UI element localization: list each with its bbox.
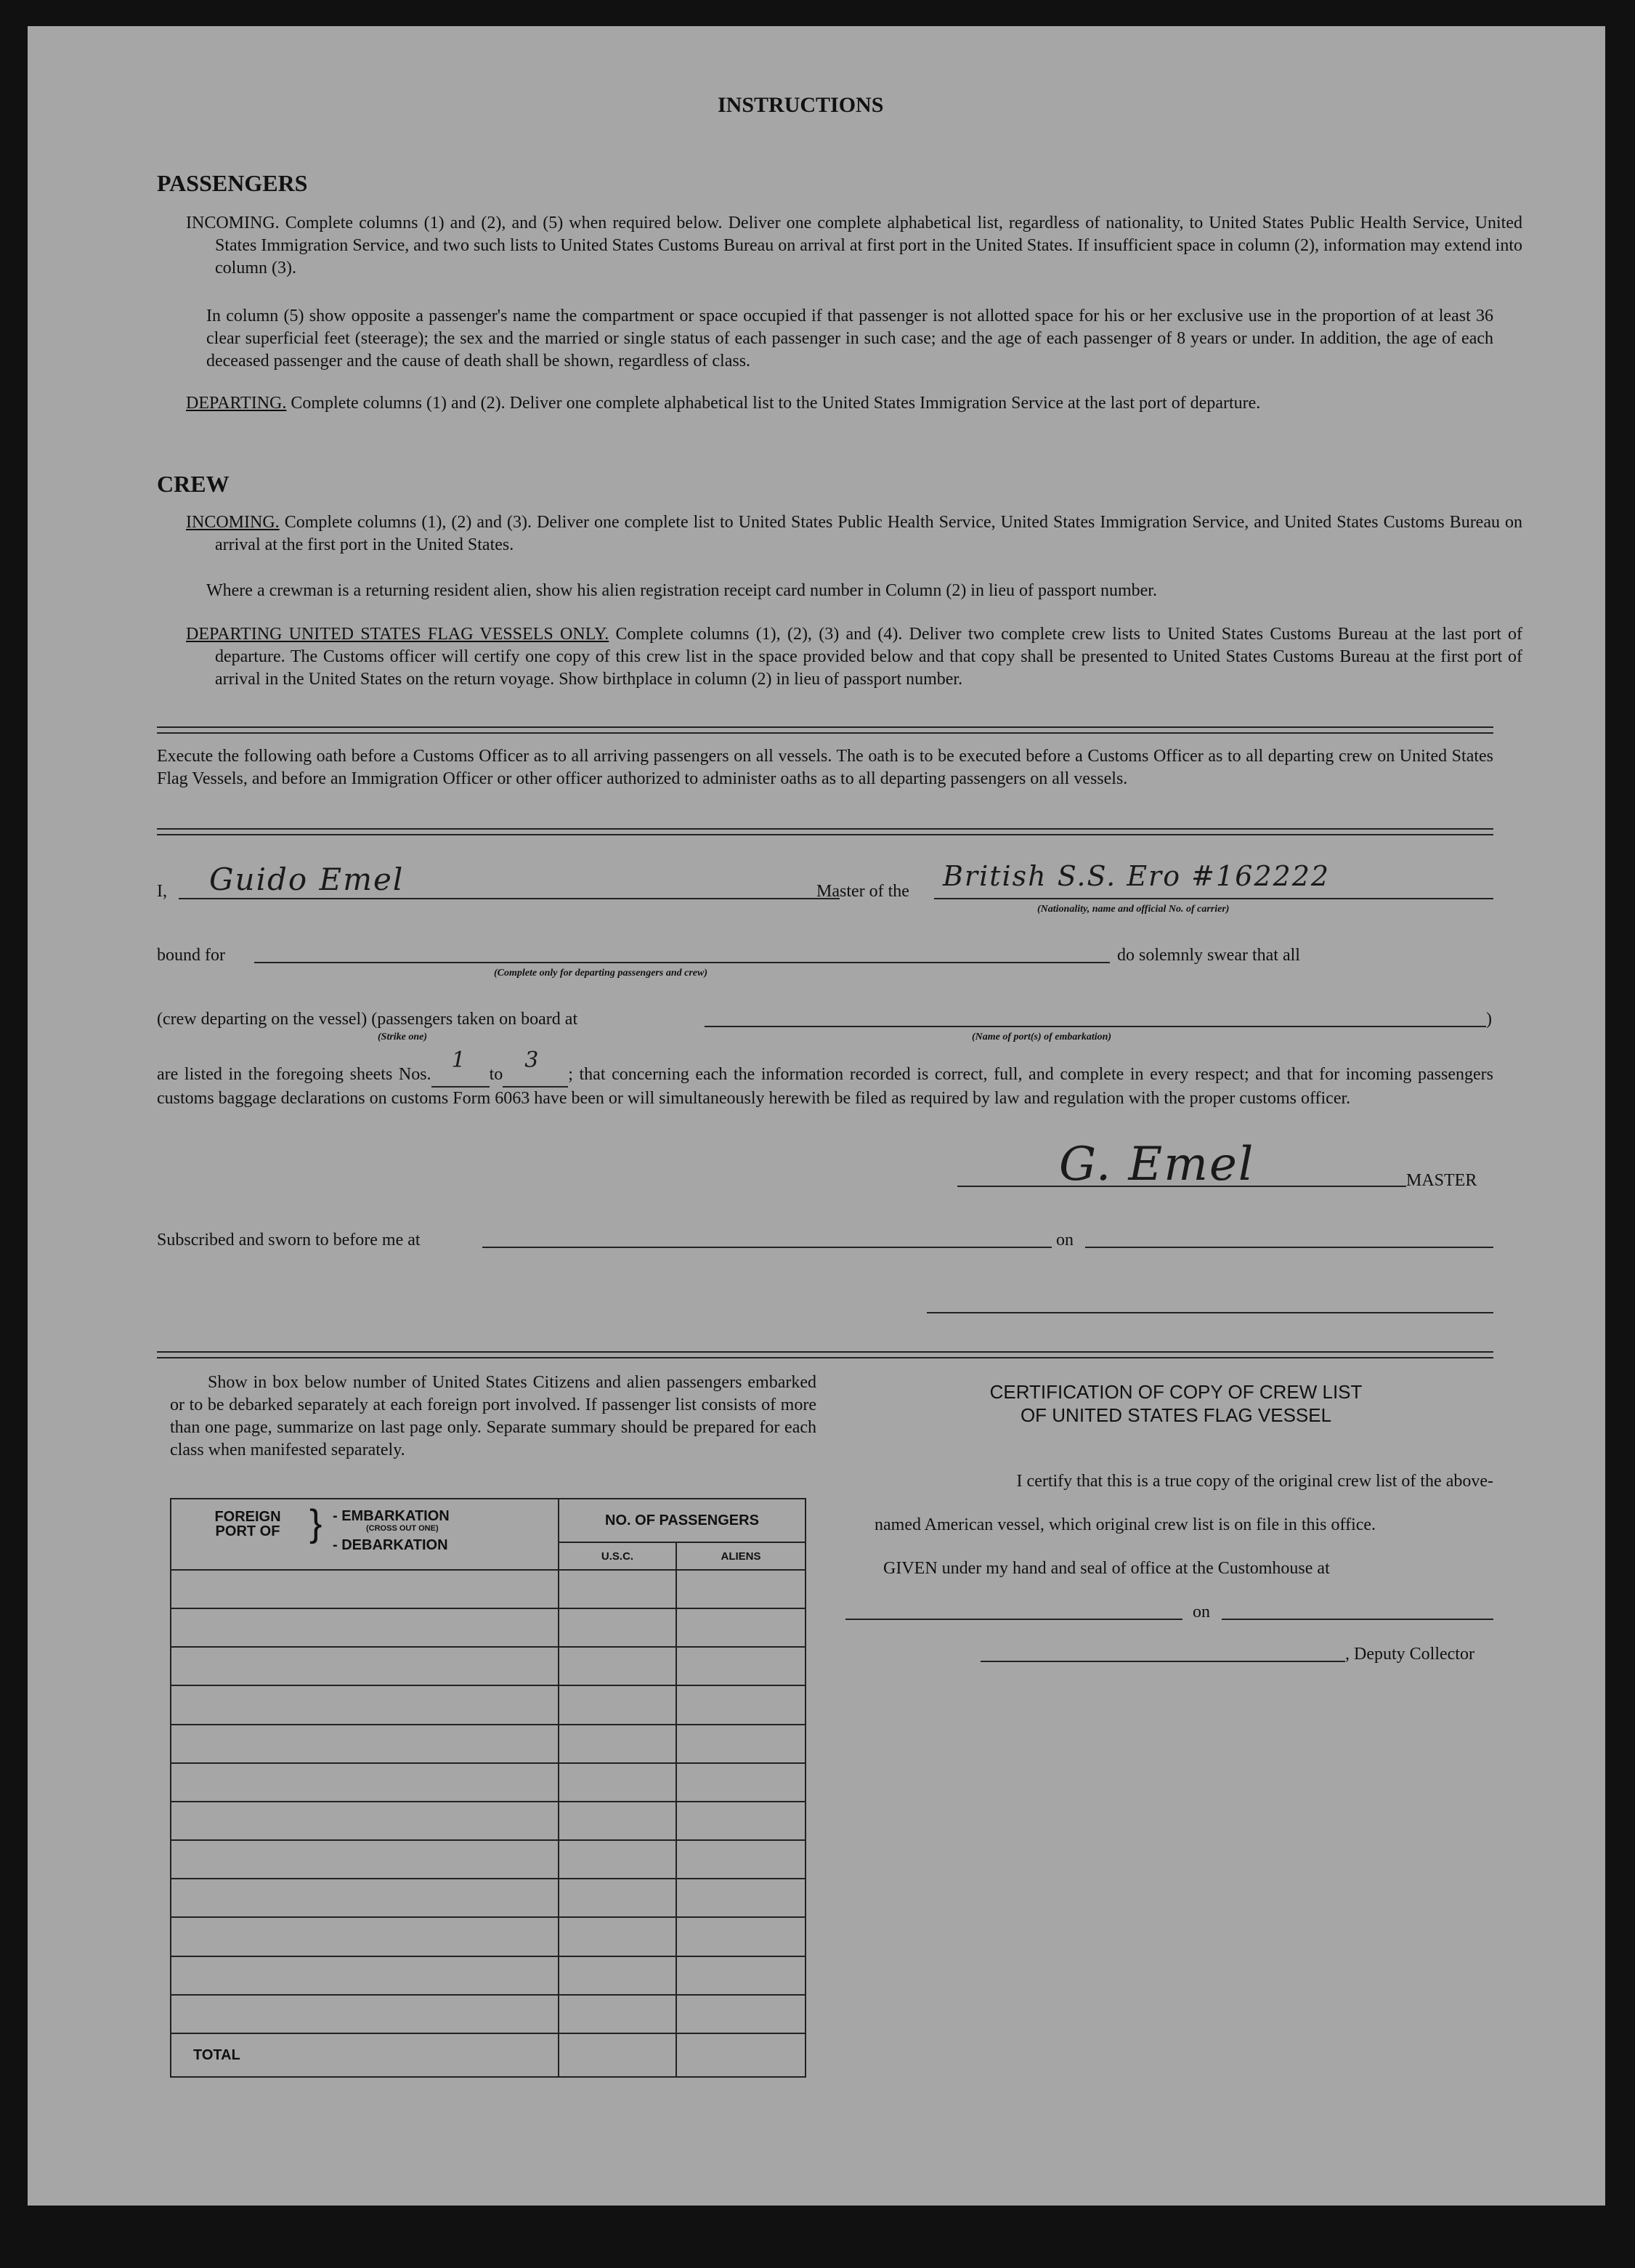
deputy-collector-line xyxy=(981,1661,1345,1662)
cross-out-label: (CROSS OUT ONE) xyxy=(366,1524,439,1533)
master-label: MASTER xyxy=(1406,1171,1477,1190)
table-row xyxy=(171,1763,806,1802)
to-label: to xyxy=(489,1065,503,1084)
departing-label: DEPARTING. xyxy=(186,394,287,413)
close-paren: ) xyxy=(1486,1010,1492,1029)
customhouse-line xyxy=(845,1619,1182,1620)
listed-rest: ; that concerning each the information recorded is correct, full, and complete in every respect; and that for incoming passengers customs baggage declarations on customs Form 6063 have been or will simultaneously herewith be filed as required by law and regulation with the proper customs officer. xyxy=(157,1065,1493,1108)
port-embarkation-line xyxy=(705,1026,1486,1027)
certification-date-line xyxy=(1222,1619,1493,1620)
embark-label: - EMBARKATION xyxy=(333,1508,450,1524)
table-row xyxy=(171,1608,806,1647)
debark-label: - DEBARKATION xyxy=(333,1537,448,1553)
passengers-departing-text xyxy=(186,392,1522,415)
strike-one-caption: (Strike one) xyxy=(378,1032,428,1042)
certification-title-line2: OF UNITED STATES FLAG VESSEL xyxy=(1020,1404,1332,1426)
vessel-line xyxy=(934,898,1493,899)
summary-note: Show in box below number of United States Citizens and alien passengers embarked or to be debarked separately at each foreign port involved. If passenger list consists of more than one page, summarize on last page only. Separate summary should be prepared for each class when manifested separately. xyxy=(170,1373,816,1459)
table-row xyxy=(171,1725,806,1763)
sheet-from-value: 1 xyxy=(451,1048,467,1073)
col-passengers: NO. OF PASSENGERS xyxy=(559,1499,806,1542)
table-row xyxy=(171,1879,806,1917)
crew-incoming-label: INCOMING. xyxy=(186,513,280,532)
subscribed-date-line xyxy=(1085,1247,1493,1248)
departing-body: Complete columns (1) and (2). Deliver one complete alphabetical list to the United States Immigration Service at the last port of departure. xyxy=(291,394,1261,413)
passengers-heading: PASSENGERS xyxy=(157,170,308,196)
crew-departing-body: Complete columns (1), (2), (3) and (4). Deliver two complete crew lists to United States Customs Bureau at the last port of departure. The Customs officer will certify one copy of this crew list in the space provided below and that copy shall be presented to United States Customs Bureau at the first port of arrival in the United States on the return voyage. Show birthplace in column (2) in lieu of passport number. xyxy=(215,625,1522,689)
passenger-summary-table xyxy=(170,1498,806,2078)
table-row xyxy=(171,1570,806,1608)
table-row xyxy=(171,1685,806,1724)
crew-incoming-body: Complete columns (1), (2) and (3). Deliver one complete list to United States Public Health Service, United States Immigration Service, and United States Customs Bureau on arrival at the first port in the United States. xyxy=(215,513,1522,554)
total-row xyxy=(171,2033,806,2077)
crew-resident-text: Where a crewman is a returning resident alien, show his alien registration receipt card number in Column (2) in lieu of passport number. xyxy=(206,581,1157,600)
vessel-handwritten: British S.S. Ero #162222 xyxy=(943,860,1331,892)
officer-signature-line xyxy=(927,1312,1493,1313)
divider xyxy=(157,726,1493,734)
vessel-caption: (Nationality, name and official No. of carrier) xyxy=(1037,904,1230,915)
listed-label: are listed in the foregoing sheets Nos. xyxy=(157,1065,431,1084)
certification-title xyxy=(867,1380,1485,1427)
table-header-port xyxy=(171,1499,559,1570)
master-signature: G. Emel xyxy=(1059,1138,1255,1191)
subscribed-label: Subscribed and sworn to before me at xyxy=(157,1231,421,1250)
table-row xyxy=(171,1917,806,1956)
passengers-incoming-text: INCOMING. Complete columns (1) and (2), and (5) when required below. Deliver one complete alphabetical list, regardless of nationality, to United States Public Health Service, United States Immigration Service, and two such lists to United States Customs Bureau on arrival at first port in the United States. If insufficient space in column (2), information may extend into column (3). xyxy=(186,214,1522,278)
col-usc: U.S.C. xyxy=(559,1542,676,1570)
crew-departing-oath: (crew departing on the vessel) (passengers taken on board at xyxy=(157,1010,578,1029)
col-aliens: ALIENS xyxy=(676,1542,806,1570)
subscribed-on-label: on xyxy=(1056,1231,1074,1250)
listed-paragraph xyxy=(157,1048,1493,1110)
certification-given: GIVEN under my hand and seal of office at the Customhouse at xyxy=(883,1559,1330,1578)
subscribed-place-line xyxy=(482,1247,1052,1248)
certification-on-label: on xyxy=(1193,1603,1210,1621)
crew-departing-text xyxy=(186,623,1522,691)
crew-incoming-text xyxy=(186,511,1522,556)
table-row xyxy=(171,1647,806,1685)
certification-text1: I certify that this is a true copy of the original crew list of the above- xyxy=(1016,1472,1493,1491)
sheet-to-value: 3 xyxy=(524,1048,540,1073)
table-row xyxy=(171,1840,806,1879)
swear-text: do solemnly swear that all xyxy=(1117,946,1300,965)
oath-i-label: I, xyxy=(157,882,167,901)
certification-title-line1: CERTIFICATION OF COPY OF CREW LIST xyxy=(989,1381,1363,1403)
table-row xyxy=(171,1802,806,1840)
master-name-line xyxy=(179,898,840,899)
total-label: TOTAL xyxy=(171,2033,559,2077)
bound-caption: (Complete only for departing passengers and crew) xyxy=(494,968,707,979)
col-foreign-port: FOREIGN PORT OF xyxy=(214,1509,281,1539)
master-of-label: Master of the xyxy=(816,882,909,901)
oath-intro-text: Execute the following oath before a Customs Officer as to all arriving passengers on all vessels. The oath is to be executed before a Customs Officer as to all departing crew on United States Flag Vessels, and before an Immigration Officer or other officer authorized to administer oaths as to all departing passengers on all vessels. xyxy=(157,747,1493,788)
divider xyxy=(157,1351,1493,1358)
table-row xyxy=(171,1995,806,2033)
brace-icon: } xyxy=(309,1502,322,1544)
master-name-handwritten: Guido Emel xyxy=(209,862,405,897)
divider xyxy=(157,828,1493,835)
ports-caption: (Name of port(s) of embarkation) xyxy=(972,1032,1112,1042)
passengers-column5-text: In column (5) show opposite a passenger's name the compartment or space occupied if that passenger is not allotted space for his or her exclusive use in the proportion of at least 36 clear superficial feet (steerage); the sex and the married or single status of each passenger in such case; and the age of each passenger of 8 years or under. In addition, the age of each deceased passenger and the cause of death shall be shown, regardless of class. xyxy=(206,307,1493,370)
crew-departing-label: DEPARTING UNITED STATES FLAG VESSELS ONLY. xyxy=(186,625,609,644)
table-row xyxy=(171,1956,806,1995)
deputy-collector-label: , Deputy Collector xyxy=(1345,1645,1474,1664)
document-sheet xyxy=(28,26,1605,2206)
certification-text2: named American vessel, which original crew list is on file in this office. xyxy=(875,1515,1376,1534)
bound-for-label: bound for xyxy=(157,946,225,965)
crew-heading: CREW xyxy=(157,471,230,497)
page-title: INSTRUCTIONS xyxy=(718,93,884,117)
bound-for-line xyxy=(254,962,1110,963)
